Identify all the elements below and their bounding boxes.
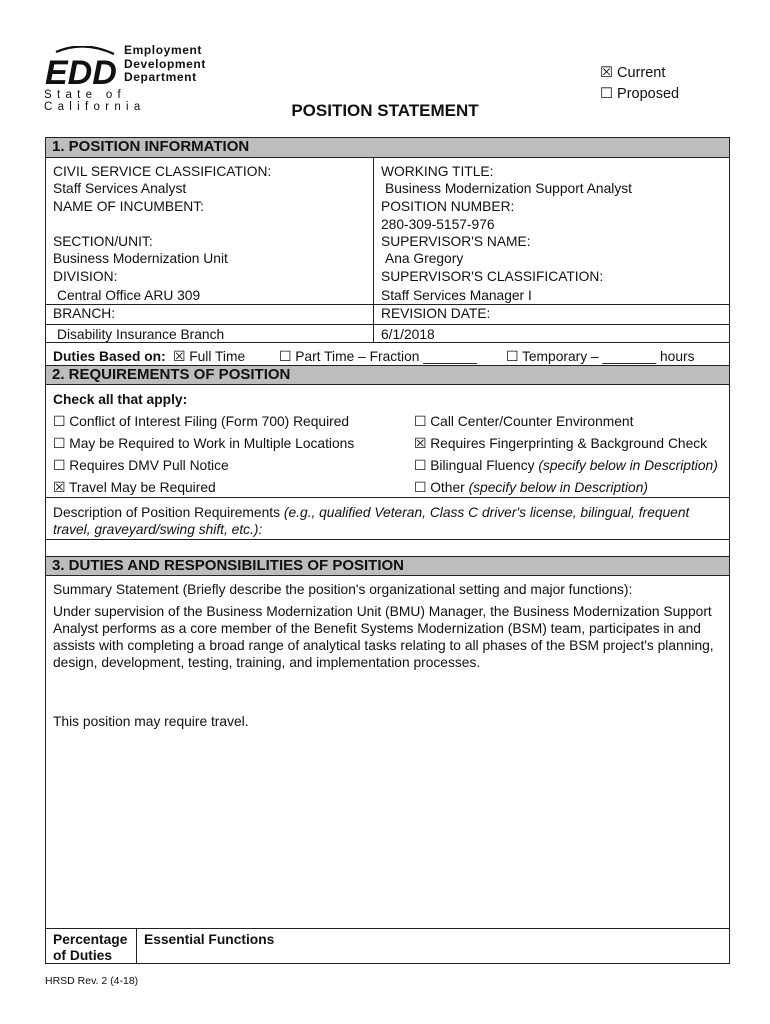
statement-status xyxy=(600,63,679,104)
requirement-bilingual-note: (specify below in Description) xyxy=(538,458,718,473)
summary-text[interactable]: Under supervision of the Business Modernization Unit (BMU) Manager, the Business Modernization Support Analyst performs as a core member of the Benefit Systems Modernization (BSM) team, participates in and assists with completing a broad range of analytical tasks relating to all phases of the BSM project's planning, design, development, testing, training, and implementation processes. xyxy=(53,604,714,670)
form-revision: HRSD Rev. 2 (4-18) xyxy=(45,975,139,987)
requirement-travel[interactable]: ☒ Travel May be Required xyxy=(53,480,216,495)
check-all-label: Check all that apply: xyxy=(53,392,188,407)
supervisor-class-label: SUPERVISOR'S CLASSIFICATION: xyxy=(381,269,604,284)
revision-date-label: REVISION DATE: xyxy=(381,306,491,321)
requirement-conflict-of-interest[interactable]: ☐ Conflict of Interest Filing (Form 700) Required xyxy=(53,414,350,429)
requirement-dmv-pull-notice[interactable]: ☐ Requires DMV Pull Notice xyxy=(53,458,229,473)
page-title: POSITION STATEMENT xyxy=(291,101,479,120)
description-bottom[interactable] xyxy=(46,539,729,540)
requirement-call-center[interactable] xyxy=(414,413,633,430)
civil-service-value[interactable]: Staff Services Analyst xyxy=(53,181,187,196)
full-time-checkbox[interactable]: ☒ Full Time xyxy=(173,349,246,364)
section-2-heading: 2. REQUIREMENTS OF POSITION xyxy=(46,365,729,385)
logo-state: State of California xyxy=(44,89,146,113)
requirement-bilingual[interactable] xyxy=(414,457,718,474)
part-time-checkbox[interactable]: ☐ Part Time – Fraction _______ xyxy=(279,349,477,364)
section-unit-label: SECTION/UNIT: xyxy=(53,234,153,249)
civil-service-label: CIVIL SERVICE CLASSIFICATION: xyxy=(53,164,272,179)
percentage-header-2: of Duties xyxy=(53,948,113,963)
requirement-other-note: (specify below in Description) xyxy=(468,480,648,495)
requirement-call-center-label: ☐ Call Center/Counter Environment xyxy=(414,414,634,429)
supervisor-class-value[interactable]: Staff Services Manager I xyxy=(381,288,532,303)
edd-logo-name xyxy=(124,44,206,85)
requirements-divider xyxy=(46,497,729,498)
branch-value[interactable]: Disability Insurance Branch xyxy=(57,327,225,342)
logo-line-1: Employment xyxy=(124,43,203,57)
working-title-label: WORKING TITLE: xyxy=(381,164,494,179)
essential-functions-divider xyxy=(46,928,729,929)
section-1-divider xyxy=(373,158,374,342)
travel-note: This position may require travel. xyxy=(53,714,249,729)
position-number-value[interactable]: 280-309-5157-976 xyxy=(381,217,495,232)
status-current-checkbox[interactable]: ☒ Current xyxy=(600,65,666,81)
logo-line-2: Development xyxy=(124,56,206,71)
requirement-bilingual-label: ☐ Bilingual Fluency xyxy=(414,458,535,473)
section-1-heading: 1. POSITION INFORMATION xyxy=(46,138,729,158)
edd-logo-mark xyxy=(44,46,120,90)
requirement-fingerprinting-label: ☒ Requires Fingerprinting & Background Check xyxy=(414,436,708,451)
percentage-header-1: Percentage xyxy=(53,932,128,947)
branch-label: BRANCH: xyxy=(53,306,116,321)
summary-label: Summary Statement (Briefly describe the position's organizational setting and major functions): xyxy=(53,582,633,597)
requirement-other[interactable] xyxy=(414,479,648,496)
requirement-multiple-locations[interactable]: ☐ May be Required to Work in Multiple Locations xyxy=(53,436,355,451)
requirement-other-label: ☐ Other xyxy=(414,480,465,495)
division-label: DIVISION: xyxy=(53,269,118,284)
revision-date-value[interactable]: 6/1/2018 xyxy=(381,327,435,342)
section-unit-value[interactable]: Business Modernization Unit xyxy=(53,251,228,266)
status-proposed-checkbox[interactable]: ☐ Proposed xyxy=(600,85,680,102)
position-number-label: POSITION NUMBER: xyxy=(381,199,515,214)
edd-logo xyxy=(44,43,214,113)
essential-functions-header: Essential Functions xyxy=(144,932,275,947)
supervisor-name-value[interactable]: Ana Gregory xyxy=(385,251,464,266)
logo-line-3: Department xyxy=(124,70,197,84)
percentage-column-divider xyxy=(136,928,137,963)
description-requirements-label: Description of Position Requirements xyxy=(53,505,280,520)
requirement-fingerprinting[interactable] xyxy=(414,435,707,452)
description-requirements xyxy=(53,504,723,538)
division-value[interactable]: Central Office ARU 309 xyxy=(57,288,201,303)
incumbent-label: NAME OF INCUMBENT: xyxy=(53,199,205,214)
description-requirements-examples: (e.g., qualified Veteran, Class C driver's license, bilingual, frequent travel, graveyard/swing shift, etc.): xyxy=(53,505,690,537)
supervisor-name-label: SUPERVISOR'S NAME: xyxy=(381,234,531,249)
temporary-checkbox[interactable]: ☐ Temporary – _______ hours xyxy=(506,349,695,364)
working-title-value[interactable]: Business Modernization Support Analyst xyxy=(385,181,632,196)
position-statement-form xyxy=(45,137,730,964)
branch-row-bottom xyxy=(46,324,729,325)
section-3-heading: 3. DUTIES AND RESPONSIBILITIES OF POSITION xyxy=(46,556,729,576)
edd-logo-abbr: EDD xyxy=(45,54,117,90)
duties-based-label: Duties Based on: xyxy=(53,349,166,364)
